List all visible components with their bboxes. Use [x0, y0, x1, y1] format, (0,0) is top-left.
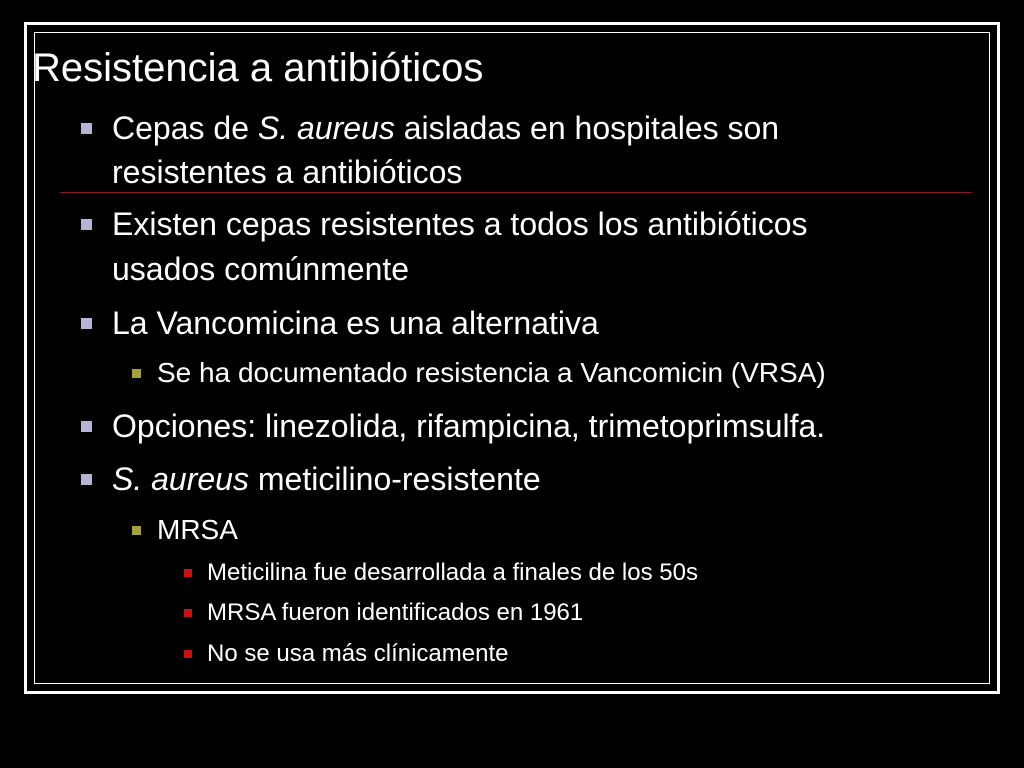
square-bullet-icon: [81, 123, 92, 134]
bullet-text-1-post: aisladas en hospitales son: [394, 110, 780, 146]
square-sub-sub-bullet-icon: [184, 650, 192, 658]
sub-bullet-text-2: MRSA: [157, 514, 238, 545]
square-sub-bullet-icon: [132, 369, 141, 378]
sub-sub-bullet-text-2: MRSA fueron identificados en 1961: [207, 599, 584, 626]
square-bullet-icon: [81, 318, 92, 329]
square-bullet-icon: [81, 421, 92, 432]
square-bullet-icon: [81, 474, 92, 485]
bullet-text-1-italic: S. aureus: [257, 110, 395, 146]
square-sub-sub-bullet-icon: [184, 609, 192, 617]
square-sub-bullet-icon: [132, 526, 141, 535]
bullet-text-3: La Vancomicina es una alternativa: [112, 305, 599, 341]
divider-line: [60, 192, 972, 193]
square-sub-sub-bullet-icon: [184, 569, 192, 577]
bullet-text-5-italic: S. aureus: [112, 461, 249, 497]
sub-sub-bullet-text-3: No se usa más clínicamente: [207, 640, 509, 667]
bullet-text-5-rest: meticilino-resistente: [248, 461, 541, 497]
sub-bullet-text-1: Se ha documentado resistencia a Vancomicin (VRSA): [157, 357, 826, 388]
bullet-text-1-pre: Cepas de: [112, 110, 258, 146]
slide-title: Resistencia a antibióticos: [32, 46, 484, 90]
bullet-text-5: [112, 457, 541, 501]
bullet-text-1-line2: resistentes a antibióticos: [112, 154, 463, 190]
bullet-text-1: [112, 106, 779, 150]
bullet-text-4: Opciones: linezolida, rifampicina, trimetoprimsulfa.: [112, 408, 826, 444]
bullet-text-2-line2: usados comúnmente: [112, 251, 410, 287]
bullet-text-2: Existen cepas resistentes a todos los antibióticos: [112, 206, 808, 242]
sub-sub-bullet-text-1: Meticilina fue desarrollada a finales de los 50s: [207, 559, 698, 586]
square-bullet-icon: [81, 219, 92, 230]
